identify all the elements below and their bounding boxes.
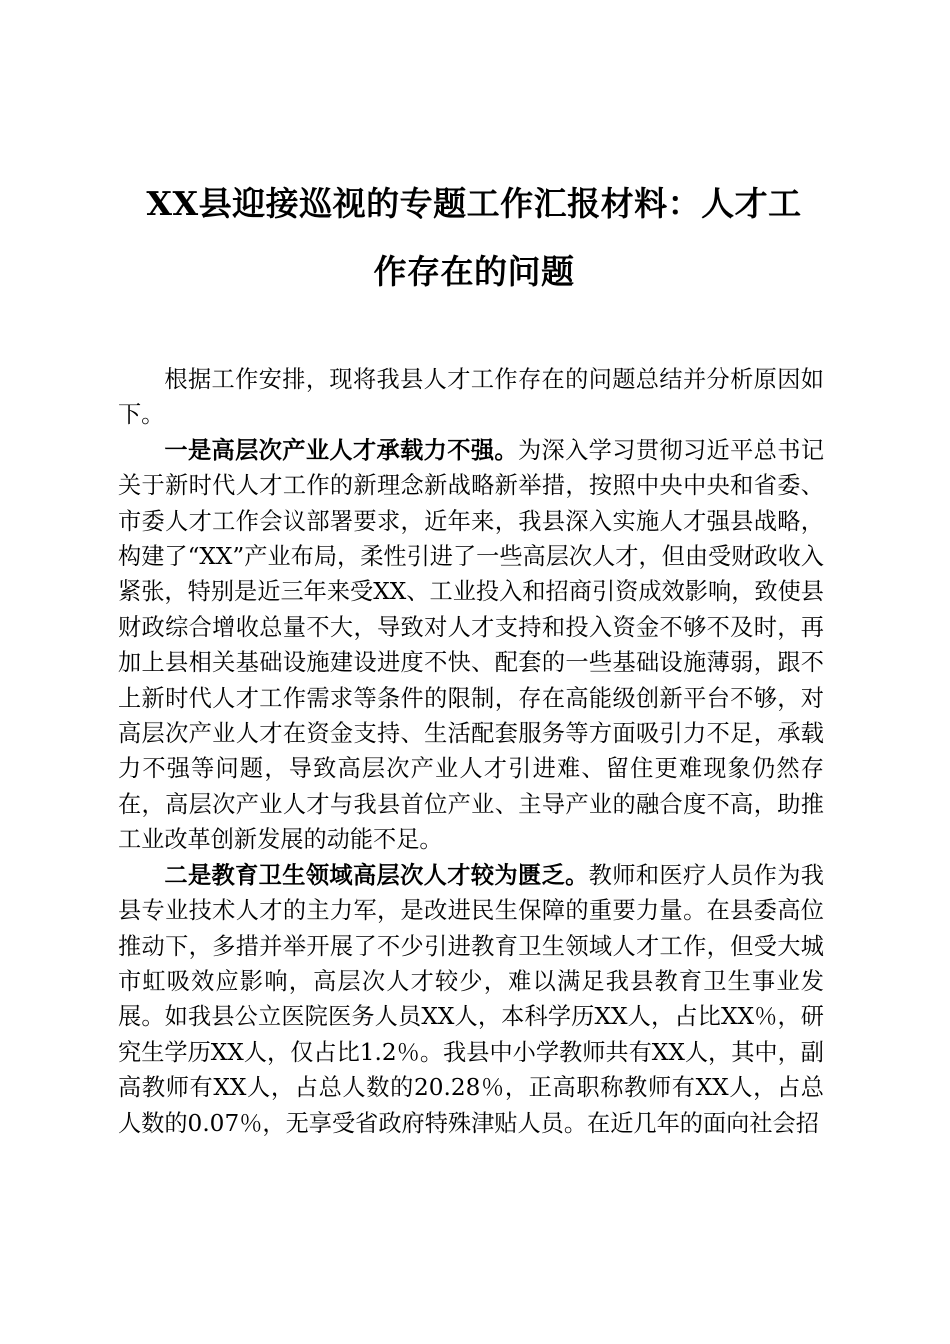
section-2-text: 教师和医疗人员作为我县专业技术人才的主力军，是改进民生保障的重要力量。在县委高位推动下，多措并举开展了不少引进教育卫生领域人才工作，但受大城市虹吸效应影响，高层次人才较少，难以满足我县教育卫生事业发展。如我县公立医院医务人员XX人，本科学历XX人，占比XX％，研究生学历XX人，仅占比1.2％。我县中小学教师共有XX人，其中，副高教师有XX人，占总人数的20.28％，正高职称教师有XX人，占总人数的0.07％，无享受省政府特殊津贴人员。在近几年的面向社会招 xyxy=(118,861,824,1137)
section-1-heading: 一是高层次产业人才承载力不强。 xyxy=(164,436,518,464)
document-title xyxy=(118,170,830,306)
section-1-text: 为深入学习贯彻习近平总书记关于新时代人才工作的新理念新战略新举措，按照中央中央和省委、市委人才工作会议部署要求，近年来，我县深入实施人才强县战略，构建了“XX”产业布局，柔性引进了一些高层次人才，但由受财政收入紧张，特别是近三年来受XX、工业投入和招商引资成效影响，致使县财政综合增收总量不大，导致对人才支持和投入资金不够不及时，再加上县相关基础设施建设进度不快、配套的一些基础设施薄弱，跟不上新时代人才工作需求等条件的限制，存在高能级创新平台不够，对高层次产业人才在资金支持、生活配套服务等方面吸引力不足，承载力不强等问题，导致高层次产业人才引进难、留住更难现象仍然存在，高层次产业人才与我县首位产业、主导产业的融合度不高，助推工业改革创新发展的动能不足。 xyxy=(118,436,825,854)
section-2-heading: 二是教育卫生领域高层次人才较为匮乏。 xyxy=(164,861,589,889)
title-line-2: 作存在的问题 xyxy=(373,252,575,291)
section-1-paragraph xyxy=(118,433,824,858)
intro-paragraph: 根据工作安排，现将我县人才工作存在的问题总结并分析原因如下。 xyxy=(118,366,824,429)
document-body xyxy=(118,362,824,1141)
section-2-paragraph xyxy=(118,858,824,1141)
title-line-1: XX县迎接巡视的专题工作汇报材料：人才工 xyxy=(146,184,802,223)
